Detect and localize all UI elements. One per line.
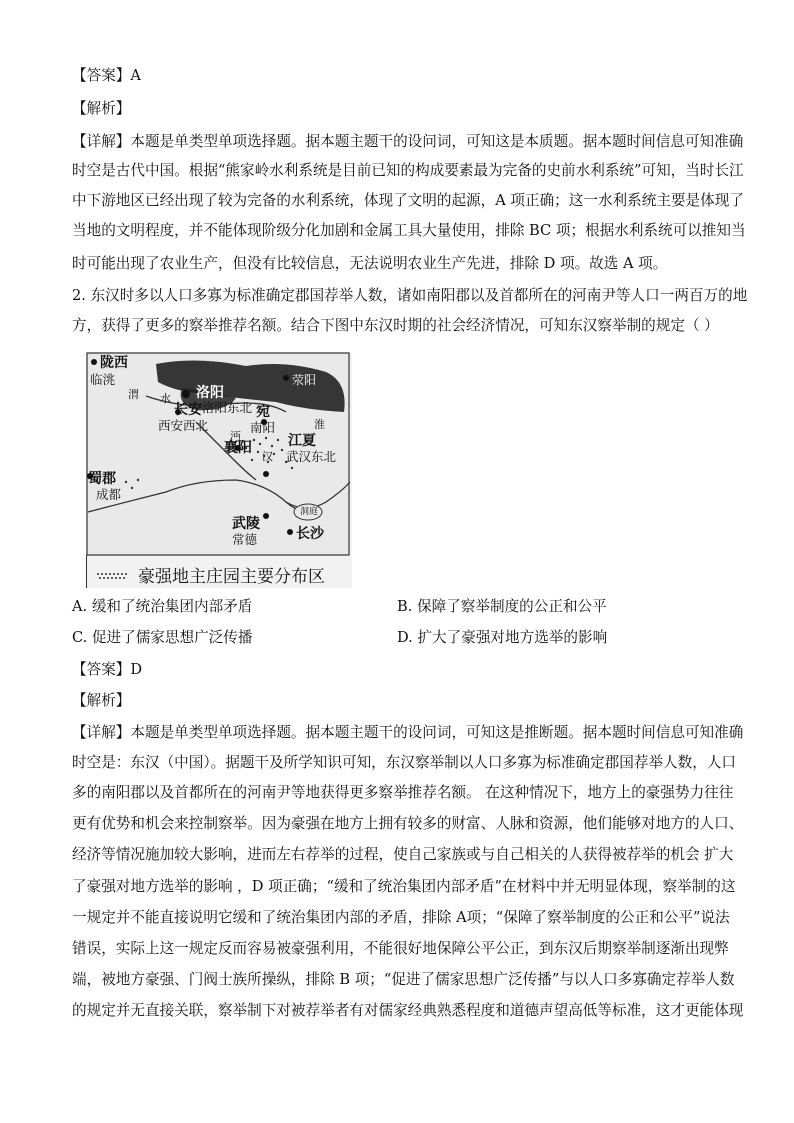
map-label: 渭 — [128, 388, 139, 401]
detail-line: 经济等情况施加较大影响，进而左右荐举的过程，使自己家族或与自己相关的人获得被荐举的机会 扩大 — [72, 846, 734, 863]
detail-line: 时空是：东汉（中国）。据题干及所学知识可知，东汉察举制以人口多寡为标准确定郡国荐举人数，人口 — [72, 754, 737, 771]
detail-line: 端，被地方豪强、门阀士族所操纵，排除 B 项；“促进了儒家思想广泛传播”与以人口多寡确定荐举人数 — [72, 971, 735, 988]
detail-line: 错误，实际上这一规定反而容易被豪强利用，不能很好地保障公平公正，到东汉后期察举制逐渐出现弊 — [72, 940, 729, 957]
detail-line: 中下游地区已经出现了较为完备的水利系统，体现了文明的起源，A 项正确；这一水利系统主要是体现了 — [72, 192, 744, 209]
option-a[interactable]: A. 缓和了统治集团内部矛盾 — [72, 598, 253, 615]
detail-line: 【详解】本题是单类型单项选择题。据本题主题干的设问词，可知这是本质题。据本题时间信息可知准确 — [72, 133, 744, 150]
answer-label-q1: 【答案】A — [72, 67, 141, 84]
detail-line: 当地的文明程度，并不能体现阶级分化加剧和金属工具大量使用，排除 BC 项；根据水利系统可以推知当 — [72, 222, 746, 239]
map-label: 陇西 — [100, 355, 128, 371]
legend-label: 豪强地主庄园主要分布区 — [138, 567, 325, 587]
detail-line: 的规定并无直接关联，察举制下对被荐举者有对儒家经典熟悉程度和道德声望高低等标准，这才更能体现 — [72, 1002, 744, 1019]
map-label: 武陵 — [232, 516, 260, 532]
analysis-label-q2: 【解析】 — [72, 692, 131, 709]
analysis-label-q1: 【解析】 — [72, 100, 131, 117]
map-label: 江夏 — [288, 433, 316, 449]
map-label: 常德 — [232, 532, 258, 547]
map-label: 西安西北 — [158, 418, 209, 433]
detail-line: 时空是古代中国。根据“熊家岭水利系统是目前已知的构成要素最为完备的史前水利系统”可知，当时长江 — [72, 162, 744, 179]
option-d[interactable]: D. 扩大了豪强对地方选举的影响 — [397, 629, 608, 646]
map-label: 水 — [160, 392, 171, 405]
map-label: 武汉东北 — [286, 449, 337, 464]
question-stem-line: 2. 东汉时多以人口多寡为标准确定郡国荐举人数，诸如南阳郡以及首都所在的河南尹等人口一两百万的地 — [72, 287, 748, 304]
map-label: 长安 — [174, 402, 202, 418]
map-label: 长沙 — [296, 526, 324, 542]
detail-line: 【详解】本题是单类型单项选择题。据本题主题干的设问词，可知这是推断题。据本题时间信息可知准确 — [72, 724, 744, 741]
map-label: 洛阳 — [196, 385, 224, 401]
detail-line: 了豪强对地方选举的影响 ，D 项正确；“缓和了统治集团内部矛盾”在材料中并无明显体现，察举制的这 — [72, 878, 736, 895]
answer-label-q2: 【答案】D — [72, 661, 143, 678]
map-label: 洞庭 — [300, 507, 319, 517]
map-label: 沔 — [230, 430, 241, 443]
map-label: 襄阳 — [224, 440, 252, 456]
option-c[interactable]: C. 促进了儒家思想广泛传播 — [72, 629, 253, 646]
detail-line: 一规定并不能直接说明它缓和了统治集团内部的矛盾，排除 A项；“保障了察举制度的公正和公平”说法 — [72, 909, 730, 926]
detail-line: 时可能出现了农业生产，但没有比较信息，无法说明农业生产先进，排除 D 项。故选 A 项。 — [72, 255, 668, 272]
detail-line: 更有优势和机会来控制察举。因为豪强在地方上拥有较多的财富、人脉和资源，他们能够对地方的人口、 — [72, 815, 744, 832]
map-label: 洛阳东北 — [202, 400, 253, 415]
map-label: 南阳 — [250, 420, 276, 435]
map-label: 成都 — [96, 487, 122, 502]
eastern-han-map — [86, 352, 352, 588]
map-label: 荥阳 — [292, 373, 317, 387]
map-label: 临洮 — [90, 372, 116, 387]
map-label: 宛 — [256, 404, 270, 420]
map-label: 蜀郡 — [88, 471, 116, 487]
map-label: 淮 — [314, 418, 325, 431]
detail-line: 多的南阳郡以及首都所在的河南尹等地获得更多察举推荐名额。 在这种情况下，地方上的豪强势力往往 — [72, 784, 734, 801]
question-stem-line: 方，获得了更多的察举推荐名额。结合下图中东汉时期的社会经济情况，可知东汉察举制的规定（ ） — [72, 317, 719, 334]
option-b[interactable]: B. 保障了察举制度的公正和公平 — [397, 598, 607, 615]
map-label: 汉 — [262, 450, 273, 463]
